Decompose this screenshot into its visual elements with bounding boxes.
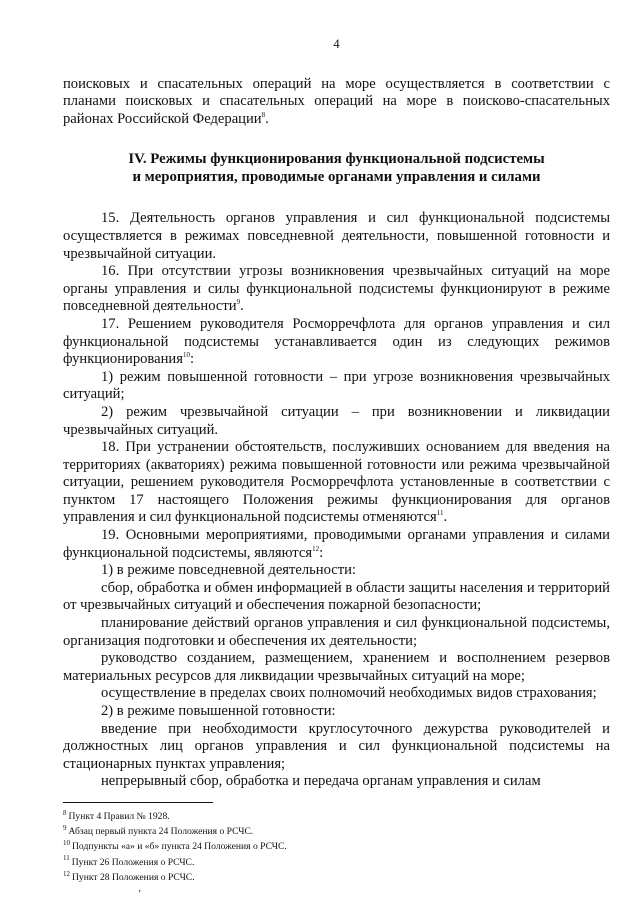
footnote-10: $^{10}$ Подпункты «а» и «б» пункта 24 Положения о РСЧС. (63, 839, 287, 853)
intro-paragraph-text: поисковых и спасательных операций на море осуществляется в соответствии с планами поисковых и спасательных операций на море в поисково-спасательных районах Российской Федерации (63, 75, 610, 127)
paragraph-18: 18. При устранении обстоятельств, послуживших основанием для введения на территориях (акваториях) режима повышенной готовности или режима чрезвычайной ситуации, решением руководителя Росморречфлота установленные в соответствии с пунктом 17 настоящего Положения режимы функционирования для органов управления и сил функциональной подсистемы отменяются$^{11}$. (63, 439, 610, 526)
paragraph-17-item-1: 1) режим повышенной готовности – при угрозе возникновения чрезвычайных ситуаций; (63, 368, 610, 403)
paragraph-19-item-1-d: осуществление в пределах своих полномочий необходимых видов страхования; (101, 685, 597, 702)
paragraph-19-item-2-b: непрерывный сбор, обработка и передача органам управления и силам (101, 773, 541, 790)
footnote-12: $^{12}$ Пункт 28 Положения о РСЧС. (63, 869, 195, 883)
paragraph-17: 17. Решением руководителя Росморречфлота для органов управления и сил функциональной подсистемы устанавливается один из следующих режимов функционирования$^{10}$: (63, 315, 610, 368)
paragraph-19-item-2: 2) в режиме повышенной готовности: (101, 703, 336, 719)
intro-paragraph: поисковых и спасательных операций на море осуществляется в соответствии с планами поисковых и спасательных операций на море в поисково-спасательных районах Российской Федерации$^8$. (63, 75, 610, 127)
paragraph-19-item-1-a: сбор, обработка и обмен информацией в области защиты населения и территорий от чрезвычайных ситуаций и обеспечения пожарной безопасности; (63, 579, 610, 614)
footnote-11: $^{11}$ Пункт 26 Положения о РСЧС. (63, 854, 195, 868)
footnote-ref-9[interactable]: 9 (236, 298, 241, 307)
paragraph-19-item-1-c: руководство созданием, размещением, хранением и восполнением резервов материальных ресурсов для ликвидации чрезвычайных ситуаций на море; (63, 650, 610, 684)
paragraph-19-item-2-a: введение при необходимости круглосуточного дежурства руководителей и должностных лиц органов управления и сил функциональной подсистемы на стационарных пунктах управления; (63, 720, 610, 772)
paragraph-16: 16. При отсутствии угрозы возникновения чрезвычайных ситуаций на море органы управления и силы функциональной подсистемы функционируют в режиме повседневной деятельности$^9$. (63, 263, 610, 315)
footnote-ref-8[interactable]: 8 (261, 110, 266, 119)
scan-speck: ʼ (138, 889, 142, 900)
footnote-ref-12[interactable]: 12 (312, 544, 320, 553)
page-number: 4 (333, 37, 340, 51)
footnote-ref-10[interactable]: 10 (182, 351, 190, 360)
section-heading (63, 150, 610, 186)
paragraph-15: 15. Деятельность органов управления и сил функциональной подсистемы осуществляется в режимах повседневной деятельности, повышенной готовности и чрезвычайной ситуации. (63, 210, 610, 262)
footnote-divider (63, 802, 213, 803)
paragraph-17-item-2: 2) режим чрезвычайной ситуации – при возникновении и ликвидации чрезвычайных ситуаций. (63, 403, 610, 438)
footnote-8: $^8$ Пункт 4 Правил № 1928. (63, 808, 170, 822)
footnote-ref-11[interactable]: 11 (436, 509, 444, 518)
footnote-9: $^9$ Абзац первый пункта 24 Положения о РСЧС. (63, 823, 254, 838)
paragraph-19-item-1-b: планирование действий органов управления и сил функциональной подсистемы, организация подготовки и обеспечения их деятельности; (63, 615, 610, 649)
section-heading-line-1: IV. Режимы функционирования функциональной подсистемы (128, 151, 545, 168)
paragraph-19-item-1: 1) в режиме повседневной деятельности: (101, 562, 356, 579)
section-heading-line-2: и мероприятия, проводимые органами управления и силами (132, 169, 541, 186)
paragraph-19: 19. Основными мероприятиями, проводимыми органами управления и силами функциональной подсистемы, являются$^{12}$: (63, 527, 610, 561)
footnotes (63, 809, 610, 885)
